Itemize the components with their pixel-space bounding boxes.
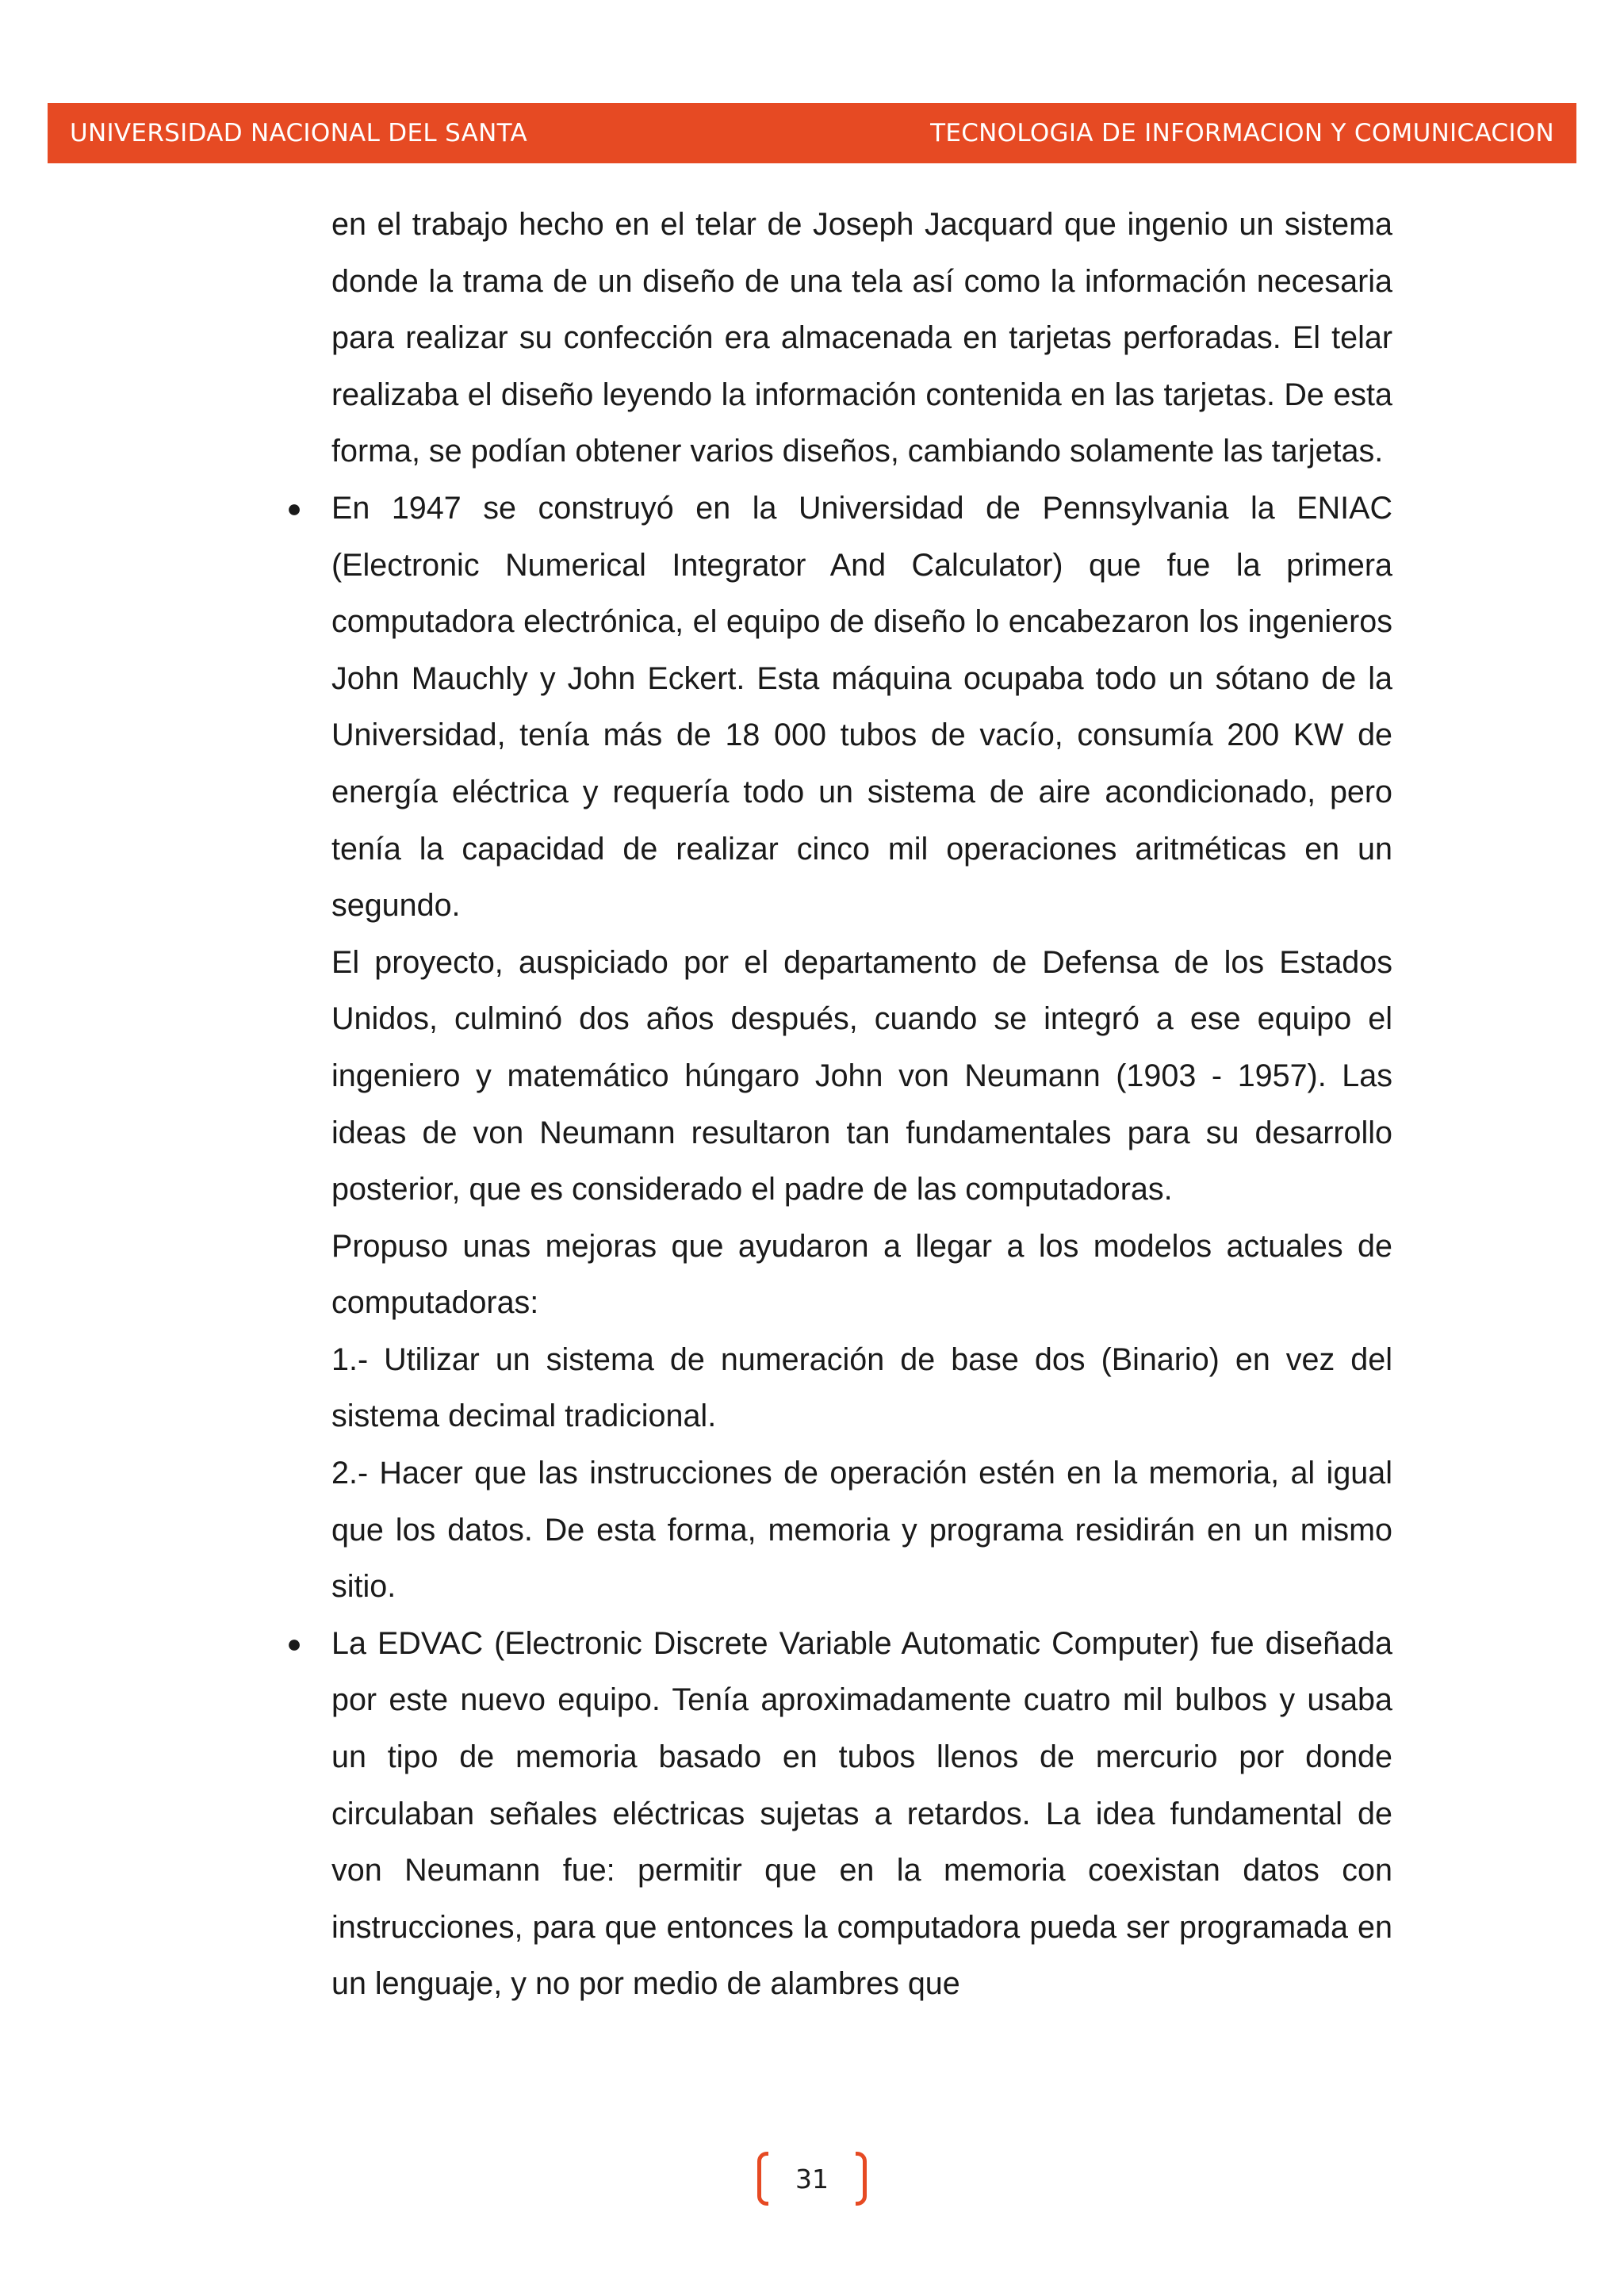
right-bracket-icon [856,2152,867,2206]
header-institution: UNIVERSIDAD NACIONAL DEL SANTA [70,119,527,147]
page-number-box [753,2149,871,2209]
paragraph-mejora-2: 2.- Hacer que las instrucciones de operación estén en la memoria, al igual que los datos. De esta forma, memoria y programa residirán en un mismo sitio. [331,1456,1392,1605]
page-header [48,103,1576,163]
bullet-icon: ● [286,1628,302,1658]
paragraph-jacquard: en el trabajo hecho en el telar de Joseph Jacquard que ingenio un sistema donde la trama de un diseño de una tela así como la información necesaria para realizar su confección era almacenada en tarjetas perforadas. El telar realizaba el diseño leyendo la información contenida en las tarjetas. De esta forma, se podían obtener varios diseños, cambiando solamente las tarjetas. [331,207,1392,469]
paragraph-von-neumann: El proyecto, auspiciado por el departamento de Defensa de los Estados Unidos, culminó dos años después, cuando se integró a ese equipo el ingeniero y matemático húngaro John von Neumann (1903 - 1957). Las ideas de von Neumann resultaron tan fundamentales para su desarrollo posterior, que es considerado el padre de las computadoras. [331,944,1392,1207]
document-body [286,197,1392,2013]
page-number: 31 [795,2163,829,2195]
bullet-icon: ● [286,493,302,522]
paragraph-mejora-1: 1.- Utilizar un sistema de numeración de base dos (Binario) en vez del sistema decimal tradicional. [331,1341,1392,1434]
list-item-eniac [286,480,1392,935]
left-bracket-icon [757,2152,768,2206]
paragraph-mejoras: Propuso unas mejoras que ayudaron a llegar a los modelos actuales de computadoras: [331,1228,1392,1321]
list-item-edvac [286,1616,1392,2013]
paragraph-edvac: La EDVAC (Electronic Discrete Variable Automatic Computer) fue diseñada por este nuevo equipo. Tenía aproximadamente cuatro mil bulbos y usaba un tipo de memoria basado en tubos llenos de mercurio por donde circulaban señales eléctricas sujetas a retardos. La idea fundamental de von Neumann fue: permitir que en la memoria coexistan datos con instrucciones, para que entonces la computadora pueda ser programada en un lenguaje, y no por medio de alambres que [331,1625,1392,2002]
paragraph-eniac: En 1947 se construyó en la Universidad de Pennsylvania la ENIAC (Electronic Numerical Integrator And Calculator) que fue la primera computadora electrónica, el equipo de diseño lo encabezaron los ingenieros John Mauchly y John Eckert. Esta máquina ocupaba todo un sótano de la Universidad, tenía más de 18 000 tubos de vacío, consumía 200 KW de energía eléctrica y requería todo un sistema de aire acondicionado, pero tenía la capacidad de realizar cinco mil operaciones aritméticas en un segundo. [331,490,1392,924]
header-course-title: TECNOLOGIA DE INFORMACION Y COMUNICACION [930,119,1554,147]
page-footer [0,2147,1624,2210]
